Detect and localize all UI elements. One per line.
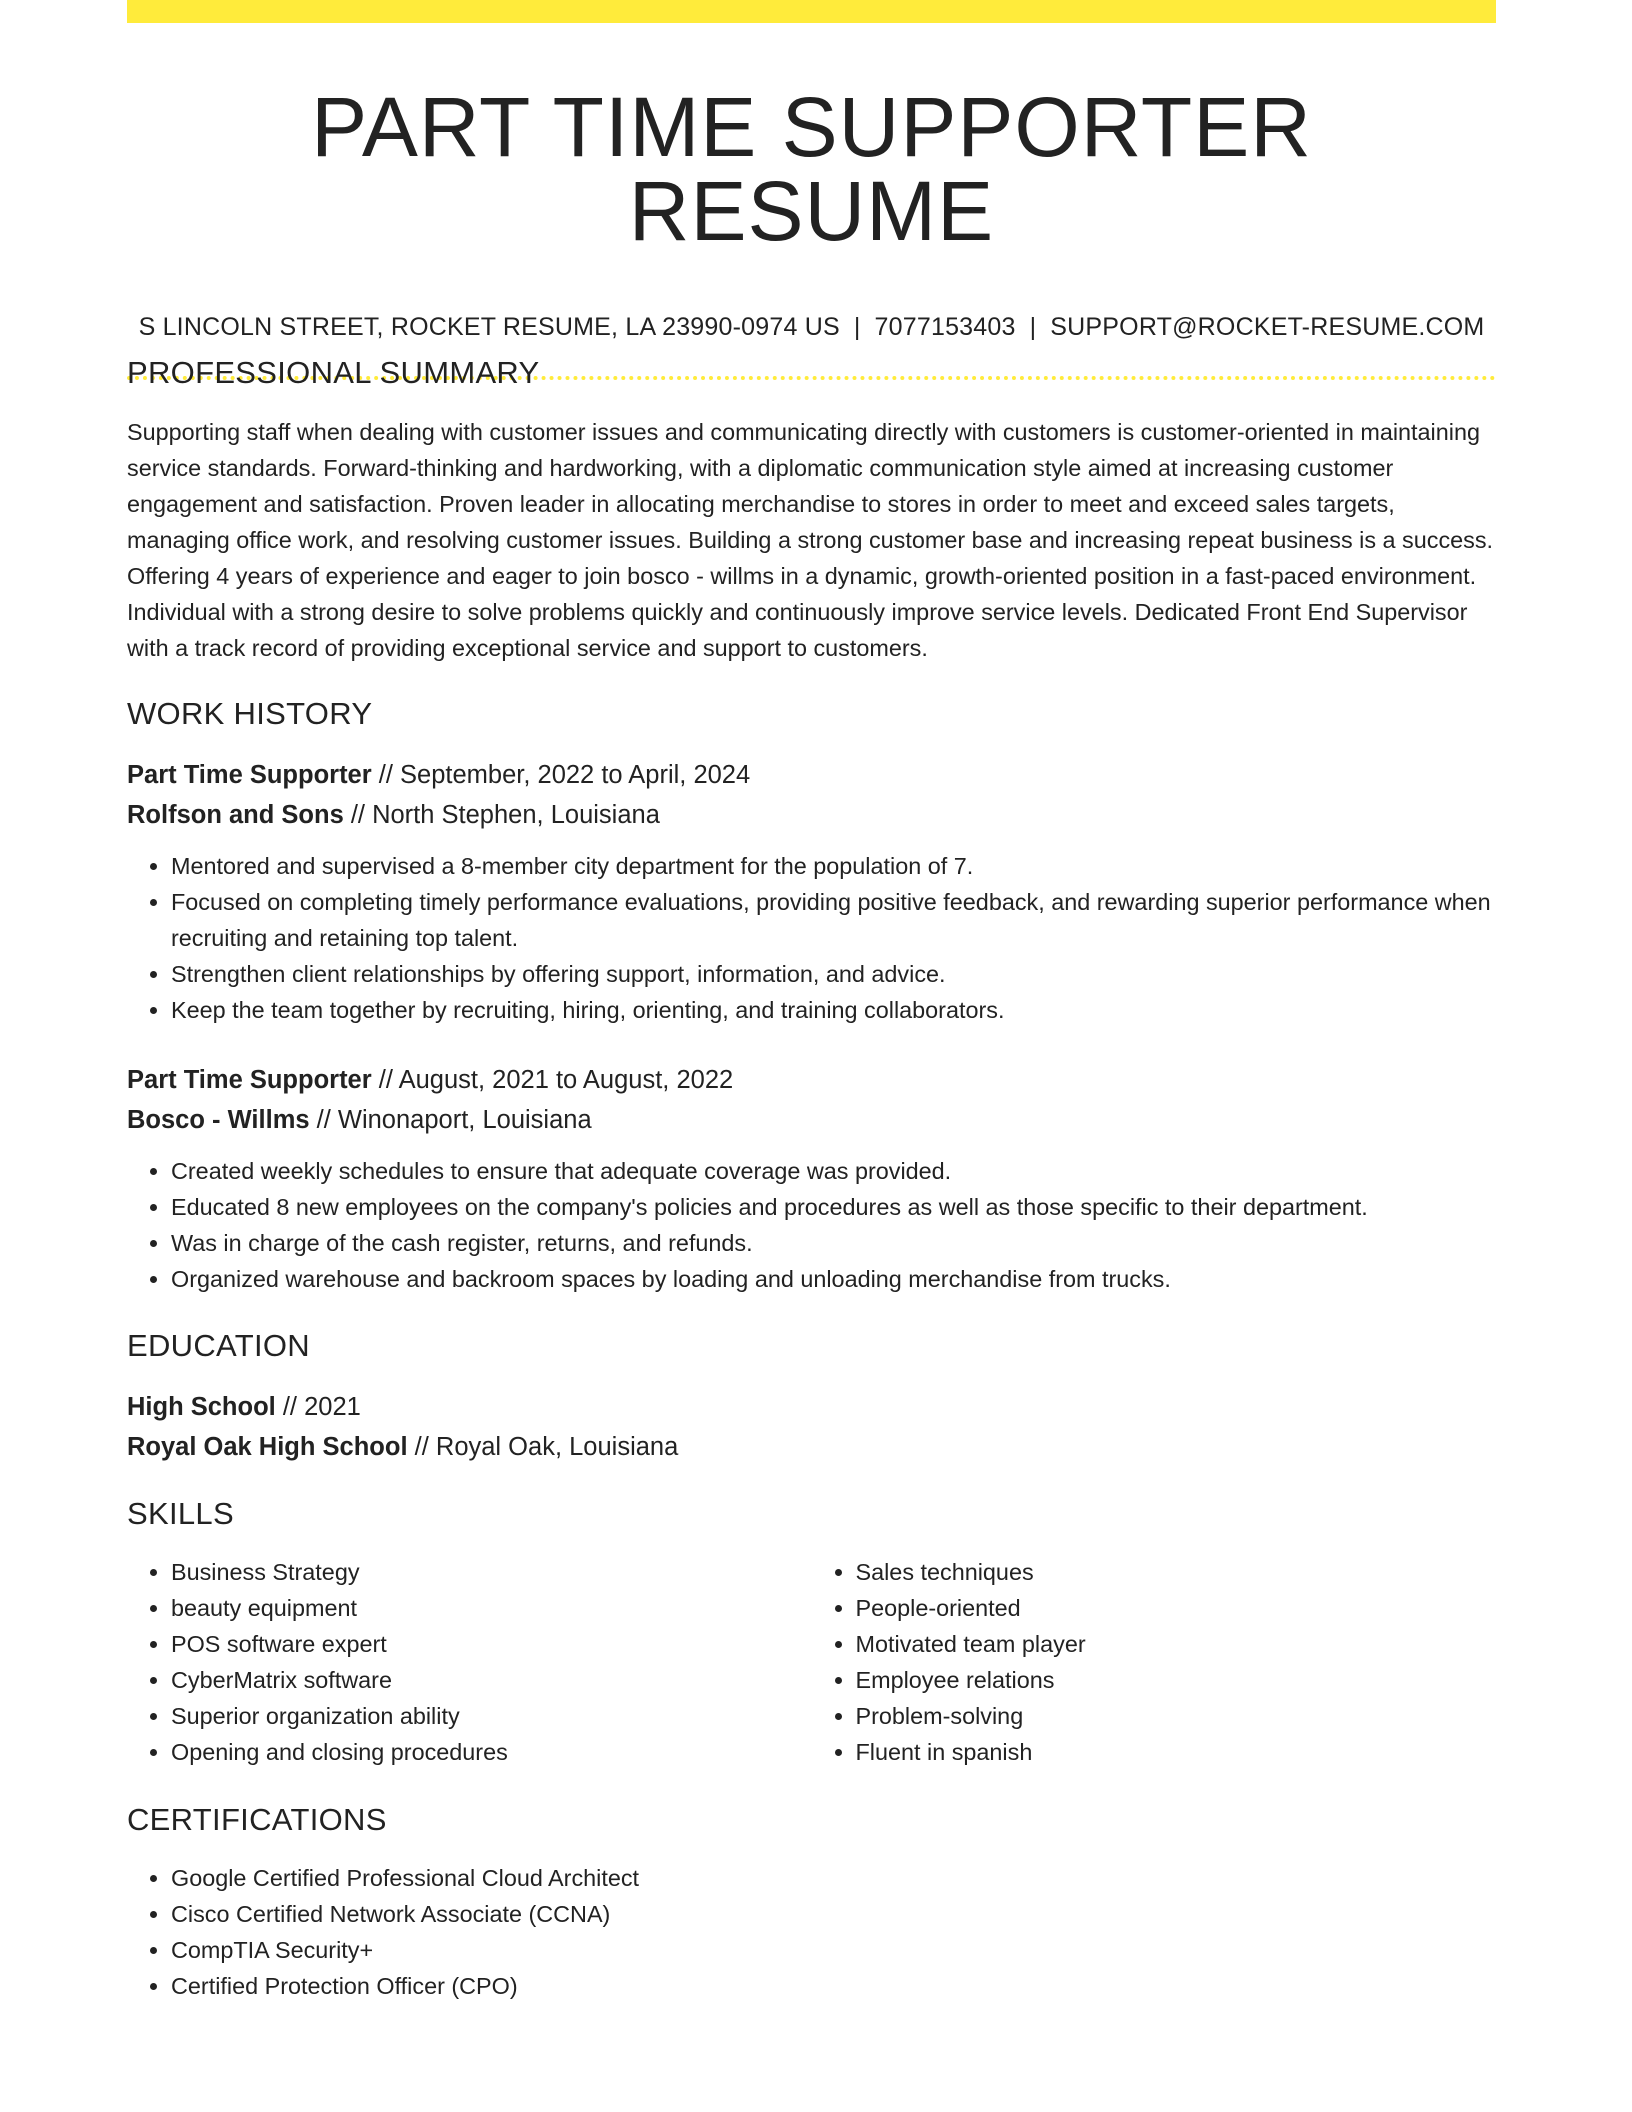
contact-email: SUPPORT@ROCKET-RESUME.COM bbox=[1050, 313, 1485, 341]
certification-item: • Cisco Certified Network Associate (CCNA) bbox=[171, 1896, 1540, 1932]
job-company: Bosco - Willms bbox=[127, 1106, 310, 1134]
job-bullet: • Mentored and supervised a 8-member city department for the population of 7. bbox=[171, 848, 1540, 884]
skill-item: • Employee relations bbox=[856, 1662, 1497, 1698]
education-degree-line bbox=[127, 1387, 678, 1427]
summary-text: Supporting staff when dealing with customer issues and communicating directly with customers is customer-oriented in maintaining service standards. Forward-thinking and hardworking, with a diplomatic communication style aimed at increasing customer engagement and satisfaction. Proven leader in allocating merchandise to stores in order to meet and exceed sales targets, managing office work, and resolving customer issues. Building a strong customer base and increasing repeat business is a success. Offering 4 years of experience and eager to join bosco - willms in a dynamic, growth-oriented position in a fast-paced environment. Individual with a strong desire to solve problems quickly and continuously improve service levels. Dedicated Front End Supervisor with a track record of providing exceptional service and support to customers. bbox=[127, 419, 1494, 661]
skills-list-left bbox=[127, 1554, 812, 1770]
job-bullet: • Strengthen client relationships by offering support, information, and advice. bbox=[171, 956, 1540, 992]
job-title-line bbox=[127, 1060, 733, 1100]
accent-top-bar bbox=[127, 0, 1496, 23]
skill-item: • Superior organization ability bbox=[171, 1698, 812, 1734]
job-location: // North Stephen, Louisiana bbox=[343, 801, 660, 829]
skill-item: • Fluent in spanish bbox=[856, 1734, 1497, 1770]
job-bullet: • Created weekly schedules to ensure that adequate coverage was provided. bbox=[171, 1153, 1540, 1189]
job-bullet: • Organized warehouse and backroom spaces by loading and unloading merchandise from trucks. bbox=[171, 1261, 1540, 1297]
skills-list-right bbox=[812, 1554, 1497, 1770]
job-location: // Winonaport, Louisiana bbox=[309, 1106, 592, 1134]
contact-line bbox=[127, 315, 1496, 340]
skill-item: • Business Strategy bbox=[171, 1554, 812, 1590]
job-dates: // September, 2022 to April, 2024 bbox=[371, 761, 751, 789]
skills-columns bbox=[127, 1554, 1496, 1770]
skill-item: • POS software expert bbox=[171, 1626, 812, 1662]
job-dates: // August, 2021 to August, 2022 bbox=[371, 1066, 734, 1094]
education-school: Royal Oak High School bbox=[127, 1433, 408, 1461]
job-bullets bbox=[127, 848, 1540, 1028]
resume-page bbox=[127, 0, 1496, 1999]
certification-item: • CompTIA Security+ bbox=[171, 1932, 1540, 1968]
job-bullet: • Educated 8 new employees on the company's policies and procedures as well as those specific to their department. bbox=[171, 1189, 1540, 1225]
job-entry bbox=[127, 1060, 733, 1140]
contact-separator: | bbox=[1029, 313, 1037, 341]
job-bullet: • Keep the team together by recruiting, hiring, orienting, and training collaborators. bbox=[171, 992, 1540, 1028]
job-title-line bbox=[127, 755, 750, 795]
skill-item: • Motivated team player bbox=[856, 1626, 1497, 1662]
skill-item: • People-oriented bbox=[856, 1590, 1497, 1626]
contact-address: S LINCOLN STREET, ROCKET RESUME, LA 23990-0974 US bbox=[138, 313, 840, 341]
education-school-line bbox=[127, 1427, 678, 1467]
education-entry bbox=[127, 1387, 678, 1467]
contact-phone: 7077153403 bbox=[874, 313, 1016, 341]
job-title: Part Time Supporter bbox=[127, 761, 372, 789]
skill-item: • Opening and closing procedures bbox=[171, 1734, 812, 1770]
section-heading-education: EDUCATION bbox=[127, 1328, 310, 1363]
skill-item: • CyberMatrix software bbox=[171, 1662, 812, 1698]
job-bullet: • Was in charge of the cash register, returns, and refunds. bbox=[171, 1225, 1540, 1261]
education-degree: High School bbox=[127, 1393, 276, 1421]
skill-item: • Problem-solving bbox=[856, 1698, 1497, 1734]
section-heading-skills: SKILLS bbox=[127, 1496, 234, 1531]
job-company-line bbox=[127, 1100, 733, 1140]
job-company-line bbox=[127, 795, 750, 835]
certification-item: • Google Certified Professional Cloud Architect bbox=[171, 1860, 1540, 1896]
section-heading-certifications: CERTIFICATIONS bbox=[127, 1802, 387, 1837]
job-entry bbox=[127, 755, 750, 835]
skill-item: • beauty equipment bbox=[171, 1590, 812, 1626]
contact-separator: | bbox=[853, 313, 861, 341]
section-heading-work: WORK HISTORY bbox=[127, 696, 373, 731]
resume-title: PART TIME SUPPORTER RESUME bbox=[311, 80, 1312, 258]
job-company: Rolfson and Sons bbox=[127, 801, 344, 829]
certification-item: • Certified Protection Officer (CPO) bbox=[171, 1968, 1540, 2004]
skill-item: • Sales techniques bbox=[856, 1554, 1497, 1590]
education-location: // Royal Oak, Louisiana bbox=[407, 1433, 679, 1461]
section-heading-summary: PROFESSIONAL SUMMARY bbox=[127, 355, 540, 390]
education-year: // 2021 bbox=[275, 1393, 361, 1421]
job-bullet: • Focused on completing timely performance evaluations, providing positive feedback, and rewarding superior performance when recruiting and retaining top talent. bbox=[171, 884, 1540, 956]
job-title: Part Time Supporter bbox=[127, 1066, 372, 1094]
certifications-list bbox=[127, 1860, 1540, 2004]
job-bullets bbox=[127, 1153, 1540, 1297]
